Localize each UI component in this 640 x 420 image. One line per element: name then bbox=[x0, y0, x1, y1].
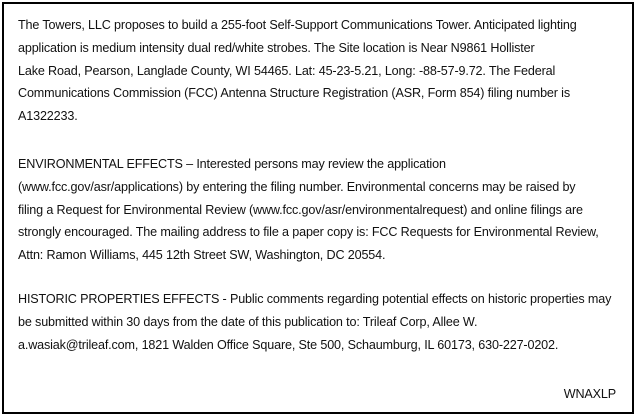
text-line: application is medium intensity dual red/white strobes. The Site location is Near N9861 Hollister bbox=[18, 40, 535, 55]
text-line: Attn: Ramon Williams, 445 12th Street SW, Washington, DC 20554. bbox=[18, 248, 386, 263]
text-line: strongly encouraged. The mailing address to file a paper copy is: FCC Requests for Environmental Review, bbox=[18, 225, 599, 240]
publication-code: WNAXLP bbox=[563, 387, 616, 401]
tower-proposal-paragraph bbox=[18, 14, 577, 128]
text-line: HISTORIC PROPERTIES EFFECTS - Public comments regarding potential effects on historic properties may bbox=[18, 292, 612, 306]
environmental-effects-paragraph bbox=[18, 153, 599, 267]
text-line: (www.fcc.gov/asr/applications) by entering the filing number. Environmental concerns may be raised by bbox=[18, 179, 576, 194]
text-line: ENVIRONMENTAL EFFECTS – Interested persons may review the application bbox=[18, 157, 446, 171]
text-line: filing a Request for Environmental Review (www.fcc.gov/asr/environmentalrequest) and online filings are bbox=[18, 202, 583, 217]
public-notice bbox=[2, 2, 634, 414]
text-line: a.wasiak@trileaf.com, 1821 Walden Office Square, Ste 500, Schaumburg, IL 60173, 630-227-0202. bbox=[18, 337, 559, 352]
text-line: Lake Road, Pearson, Langlade County, WI 54465. Lat: 45-23-5.21, Long: -88-57-9.72. The Federal bbox=[18, 63, 556, 78]
text-line: be submitted within 30 days from the date of this publication to: Trileaf Corp, Allee W. bbox=[18, 314, 478, 329]
historic-properties-paragraph bbox=[18, 288, 611, 356]
text-line: A1322233. bbox=[18, 109, 78, 124]
text-line: The Towers, LLC proposes to build a 255-foot Self-Support Communications Tower. Anticipated lighting bbox=[18, 18, 577, 32]
text-line: Communications Commission (FCC) Antenna Structure Registration (ASR, Form 854) filing number is bbox=[18, 86, 570, 101]
